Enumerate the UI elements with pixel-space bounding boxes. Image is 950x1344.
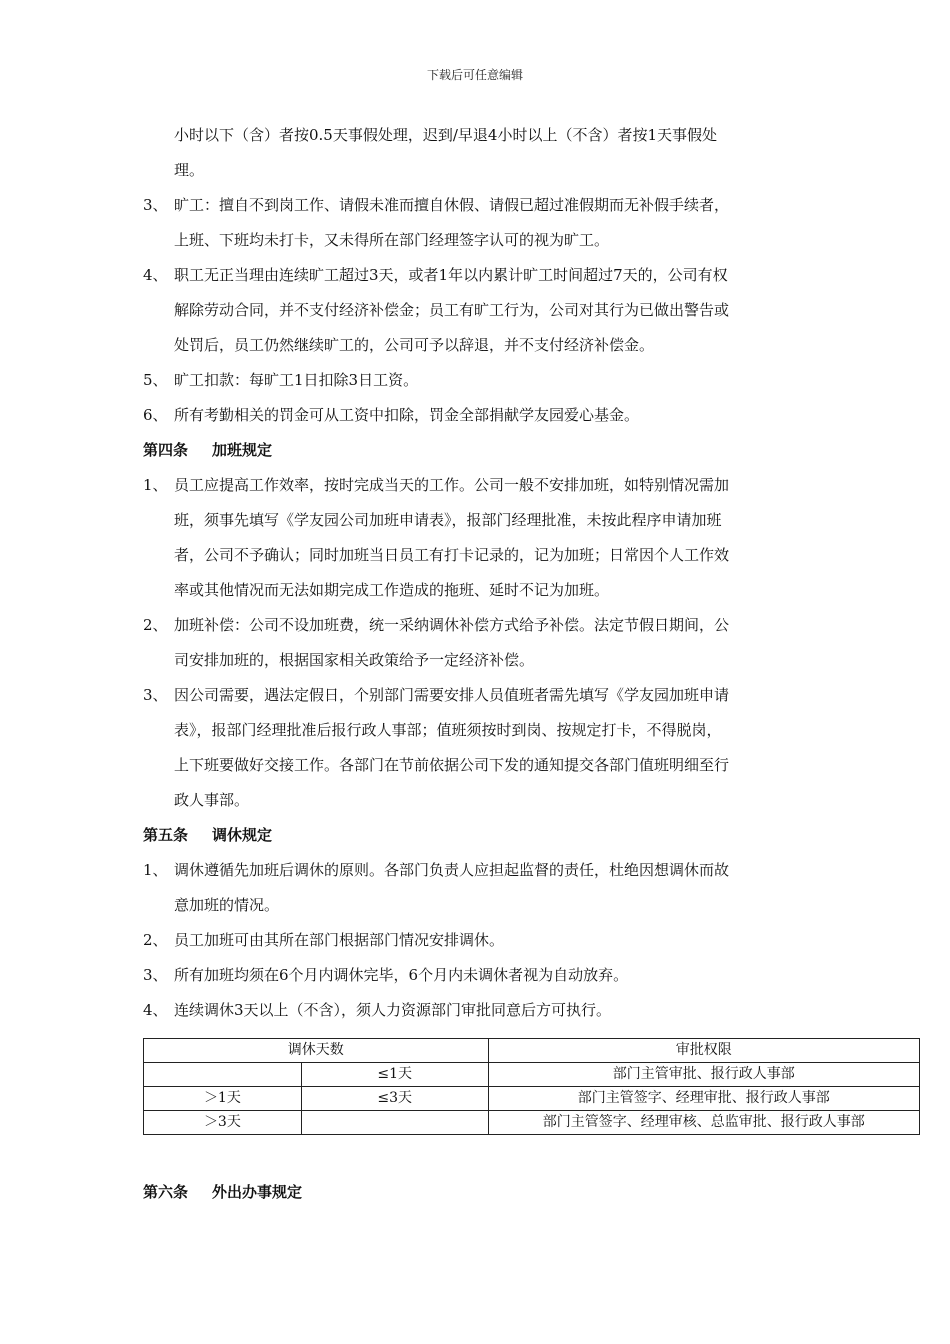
table-cell: ＞1天 (144, 1087, 302, 1111)
text-line: 政人事部。 (174, 791, 250, 809)
item-number: 4、 (143, 266, 168, 284)
text-line: 因公司需要，遇法定假日，个别部门需要安排人员值班者需先填写《学友园加班申请 (174, 686, 730, 704)
text-line: 班，须事先填写《学友园公司加班申请表》，报部门经理批准，未按此程序申请加班 (174, 511, 722, 529)
item-number: 1、 (143, 861, 168, 879)
table-row (144, 1111, 920, 1135)
section-heading (143, 433, 807, 468)
item-number: 2、 (143, 931, 168, 949)
item-number: 6、 (143, 406, 168, 424)
text-line: 加班补偿：公司不设加班费，统一采纳调休补偿方式给予补偿。法定节假日期间，公 (174, 616, 730, 634)
item-number: 5、 (143, 371, 168, 389)
document-body (143, 118, 807, 1028)
list-item (143, 608, 807, 678)
list-item (143, 398, 807, 433)
text-line: 小时以下（含）者按0.5天事假处理，迟到/早退4小时以上（不含）者按1天事假处 (174, 126, 717, 144)
list-item (143, 993, 807, 1028)
section-heading (143, 1175, 302, 1210)
item-number: 3、 (143, 686, 168, 704)
list-item (143, 923, 807, 958)
item-number: 3、 (143, 196, 168, 214)
text-line: 上班、下班均未打卡，又未得所在部门经理签字认可的视为旷工。 (174, 231, 610, 249)
table-header-row (144, 1039, 920, 1063)
section-number: 第四条 (143, 441, 189, 459)
table-cell (301, 1111, 488, 1135)
text-line: 调休遵循先加班后调休的原则。各部门负责人应担起监督的责任，杜绝因想调休而故 (174, 861, 730, 879)
table-header-cell: 调休天数 (144, 1039, 489, 1063)
text-line: 率或其他情况而无法如期完成工作造成的拖班、延时不记为加班。 (174, 581, 610, 599)
text-line: 所有加班均须在6个月内调休完毕，6个月内未调休者视为自动放弃。 (174, 966, 629, 984)
continuation-paragraph (143, 118, 807, 188)
list-item (143, 853, 807, 923)
text-line: 表》，报部门经理批准后报行政人事部；值班须按时到岗、按规定打卡，不得脱岗， (174, 721, 722, 739)
text-line: 理。 (174, 161, 205, 179)
text-line: 员工应提高工作效率，按时完成当天的工作。公司一般不安排加班，如特别情况需加 (174, 476, 730, 494)
list-item (143, 958, 807, 993)
text-line: 司安排加班的，根据国家相关政策给予一定经济补偿。 (174, 651, 535, 669)
table-cell: 部门主管签字、经理审核、总监审批、报行政人事部 (488, 1111, 919, 1135)
table-cell: ＞3天 (144, 1111, 302, 1135)
table-cell: ≤1天 (301, 1063, 488, 1087)
text-line: 员工加班可由其所在部门根据部门情况安排调休。 (174, 931, 505, 949)
item-number: 3、 (143, 966, 168, 984)
list-item (143, 258, 807, 363)
text-line: 连续调休3天以上（不含），须人力资源部门审批同意后方可执行。 (174, 1001, 612, 1019)
section-title: 外出办事规定 (212, 1183, 303, 1201)
table-cell: ≤3天 (301, 1087, 488, 1111)
table-cell (144, 1063, 302, 1087)
item-number: 1、 (143, 476, 168, 494)
section-number: 第五条 (143, 826, 189, 844)
text-line: 旷工：擅自不到岗工作、请假未准而擅自休假、请假已超过准假期而无补假手续者， (174, 196, 730, 214)
section-title: 调休规定 (212, 826, 273, 844)
approval-table (143, 1038, 920, 1135)
list-item (143, 468, 807, 608)
text-line: 所有考勤相关的罚金可从工资中扣除，罚金全部捐献学友园爱心基金。 (174, 406, 640, 424)
section-heading (143, 818, 807, 853)
section-title: 加班规定 (212, 441, 273, 459)
list-item (143, 678, 807, 818)
page-header: 下载后可任意编辑 (426, 68, 523, 82)
table-cell: 部门主管签字、经理审批、报行政人事部 (488, 1087, 919, 1111)
text-line: 职工无正当理由连续旷工超过3天，或者1年以内累计旷工时间超过7天的，公司有权 (174, 266, 728, 284)
text-line: 处罚后，员工仍然继续旷工的，公司可予以辞退，并不支付经济补偿金。 (174, 336, 655, 354)
table-row (144, 1063, 920, 1087)
list-item (143, 188, 807, 258)
text-line: 解除劳动合同，并不支付经济补偿金；员工有旷工行为，公司对其行为已做出警告或 (174, 301, 730, 319)
table-header-cell: 审批权限 (488, 1039, 919, 1063)
text-line: 旷工扣款：每旷工1日扣除3日工资。 (174, 371, 419, 389)
list-item (143, 363, 807, 398)
text-line: 意加班的情况。 (174, 896, 280, 914)
text-line: 上下班要做好交接工作。各部门在节前依据公司下发的通知提交各部门值班明细至行 (174, 756, 730, 774)
item-number: 2、 (143, 616, 168, 634)
text-line: 者，公司不予确认；同时加班当日员工有打卡记录的，记为加班；日常因个人工作效 (174, 546, 730, 564)
table-cell: 部门主管审批、报行政人事部 (488, 1063, 919, 1087)
section-number: 第六条 (143, 1183, 189, 1201)
table-row (144, 1087, 920, 1111)
item-number: 4、 (143, 1001, 168, 1019)
